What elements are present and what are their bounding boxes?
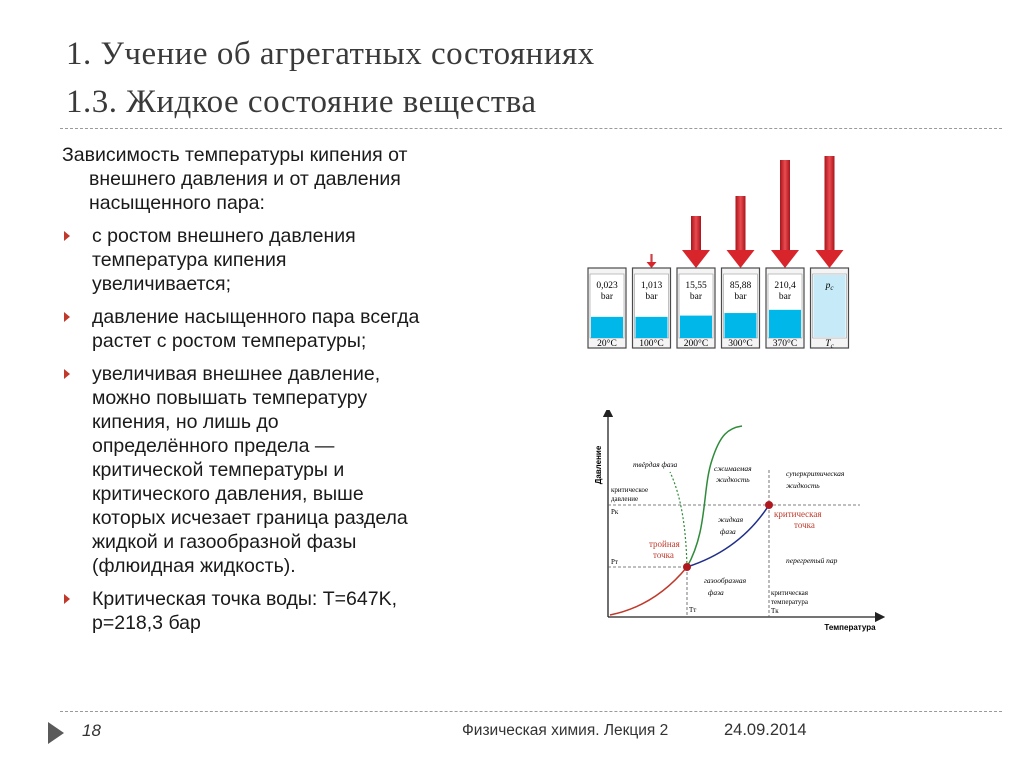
lead-line: внешнего давления и от давления — [89, 168, 401, 190]
region-gas: газообразная — [704, 576, 747, 585]
bullet-line: критического давления, выше — [92, 483, 364, 505]
bullet-line: которых исчезает граница раздела — [92, 507, 408, 529]
critical-point — [765, 501, 773, 509]
pressure-arrow — [647, 254, 657, 268]
arrow-head — [647, 262, 657, 268]
arrow-head — [816, 250, 844, 268]
bullet-line: Критическая точка воды: T=647K, — [92, 588, 398, 610]
bullet-list — [62, 224, 492, 644]
bullet-line: увеличивается; — [92, 273, 232, 295]
crit-pressure-label: давление — [611, 495, 639, 503]
pressure-arrow — [682, 216, 710, 268]
bullet-line: кипения, но лишь до — [92, 411, 279, 433]
bullet-line: увеличивая внешнее давление, — [92, 363, 381, 385]
pressure-label: $p_c$ — [825, 281, 834, 292]
pressure-unit: bar — [600, 292, 614, 302]
region-supercritical: жидкость — [786, 481, 820, 490]
lead-line: Зависимость температуры кипения от — [62, 144, 408, 166]
temperature-label: 370°C — [772, 339, 798, 349]
bullet-line: давление насыщенного пара всегда — [92, 306, 420, 328]
arrow-head — [682, 250, 710, 268]
arrow-shaft — [825, 156, 835, 250]
pressure-unit: bar — [689, 292, 703, 302]
liquid-level — [680, 316, 712, 338]
region-solid: твёрдая фаза — [633, 460, 678, 469]
region-compressible: жидкость — [716, 475, 750, 484]
region-gas: фаза — [708, 588, 724, 597]
crit-temp-label: температура — [771, 598, 808, 606]
pressure-label: 15,55 — [685, 281, 707, 291]
pressure-label: 0,023 — [596, 281, 618, 291]
arrow-shaft — [780, 160, 790, 250]
region-compressible: сжимаемая — [714, 464, 752, 473]
phase-diagram — [590, 410, 890, 635]
tt-label: Tт — [689, 606, 697, 614]
tk-label: Tк — [771, 607, 779, 615]
arrow-head — [771, 250, 799, 268]
slide-title — [66, 30, 595, 126]
region-supercritical: суперкритическая — [786, 469, 845, 478]
pressure-arrow — [816, 156, 844, 268]
region-liquid: жидкая — [718, 515, 744, 524]
arrow-shaft — [651, 254, 653, 262]
pressure-label: 1,013 — [640, 281, 663, 291]
slide-title-line1: 1. Учение об агрегатных состояниях — [66, 36, 595, 72]
bullet-arrow-icon — [64, 231, 70, 241]
region-superheated: перегретый пар — [786, 556, 838, 565]
bullet-item — [62, 224, 492, 296]
arrow-shaft — [691, 216, 701, 250]
slide-title-line2: 1.3. Жидкое состояние вещества — [66, 84, 537, 120]
bullet-arrow-icon — [64, 594, 70, 604]
bullet-line: p=218,3 бар — [92, 612, 201, 634]
bullet-line: растет с ростом температуры; — [92, 330, 367, 352]
boiling-vessels-illustration — [580, 150, 860, 370]
lead-paragraph — [62, 143, 492, 215]
temperature-label: $T_c$ — [825, 339, 834, 350]
arrow-head — [727, 250, 755, 268]
arrow-shaft — [736, 196, 746, 250]
temperature-subscript: c — [830, 342, 834, 350]
triple-point-label: точка — [653, 550, 674, 560]
bullet-arrow-icon — [64, 369, 70, 379]
pt-label: Pт — [611, 558, 618, 566]
pk-label: Pк — [611, 508, 619, 516]
x-axis-label: Температура — [824, 623, 876, 632]
liquid-level — [591, 317, 623, 338]
critical-point-label: точка — [794, 520, 815, 530]
temperature-label: 100°C — [639, 339, 664, 349]
footer-divider — [60, 711, 1002, 712]
lead-line: насыщенного пара: — [89, 192, 265, 214]
slide-date: 24.09.2014 — [724, 721, 807, 739]
bullet-item — [62, 587, 492, 635]
temperature-label: 20°C — [597, 339, 617, 349]
bullet-line: с ростом внешнего давления — [92, 225, 356, 247]
liquid-level — [769, 310, 801, 338]
critical-point-label: критическая — [774, 509, 822, 519]
bullet-line: жидкой и газообразной фазы — [92, 531, 357, 553]
melting-curve — [687, 426, 742, 567]
triple-point-label: тройная — [649, 539, 680, 549]
pressure-unit: bar — [734, 292, 747, 302]
title-divider — [60, 128, 1002, 129]
liquid-level — [725, 313, 757, 338]
bullet-line: критической температуры и — [92, 459, 345, 481]
bullet-line: можно повышать температуру — [92, 387, 368, 409]
bullet-item — [62, 305, 492, 353]
bullet-arrow-icon — [64, 312, 70, 322]
crit-temp-label: критическая — [771, 589, 808, 597]
sublimation-curve — [610, 567, 687, 615]
pressure-unit: bar — [778, 292, 792, 302]
crit-pressure-label: критическое — [611, 486, 649, 494]
bullet-item — [62, 362, 492, 578]
region-liquid: фаза — [720, 527, 736, 536]
y-axis-label: Давление — [594, 445, 603, 485]
pressure-unit: bar — [645, 292, 658, 302]
pressure-label: 210,4 — [774, 281, 796, 291]
pressure-label: 85,88 — [729, 281, 752, 291]
bullet-line: определённого предела — — [92, 435, 335, 457]
triple-point — [683, 563, 691, 571]
pressure-arrow — [727, 196, 755, 268]
temperature-label: 300°C — [728, 339, 753, 349]
page-number: 18 — [82, 721, 101, 740]
pressure-arrow — [771, 160, 799, 268]
liquid-level — [636, 317, 668, 338]
pressure-subscript: c — [830, 284, 834, 292]
nav-arrow-icon[interactable] — [48, 722, 64, 744]
course-title: Физическая химия. Лекция 2 — [462, 722, 669, 739]
bullet-line: температура кипения — [92, 249, 287, 271]
bullet-line: (флюидная жидкость). — [92, 555, 296, 577]
temperature-label: 200°C — [683, 339, 709, 349]
